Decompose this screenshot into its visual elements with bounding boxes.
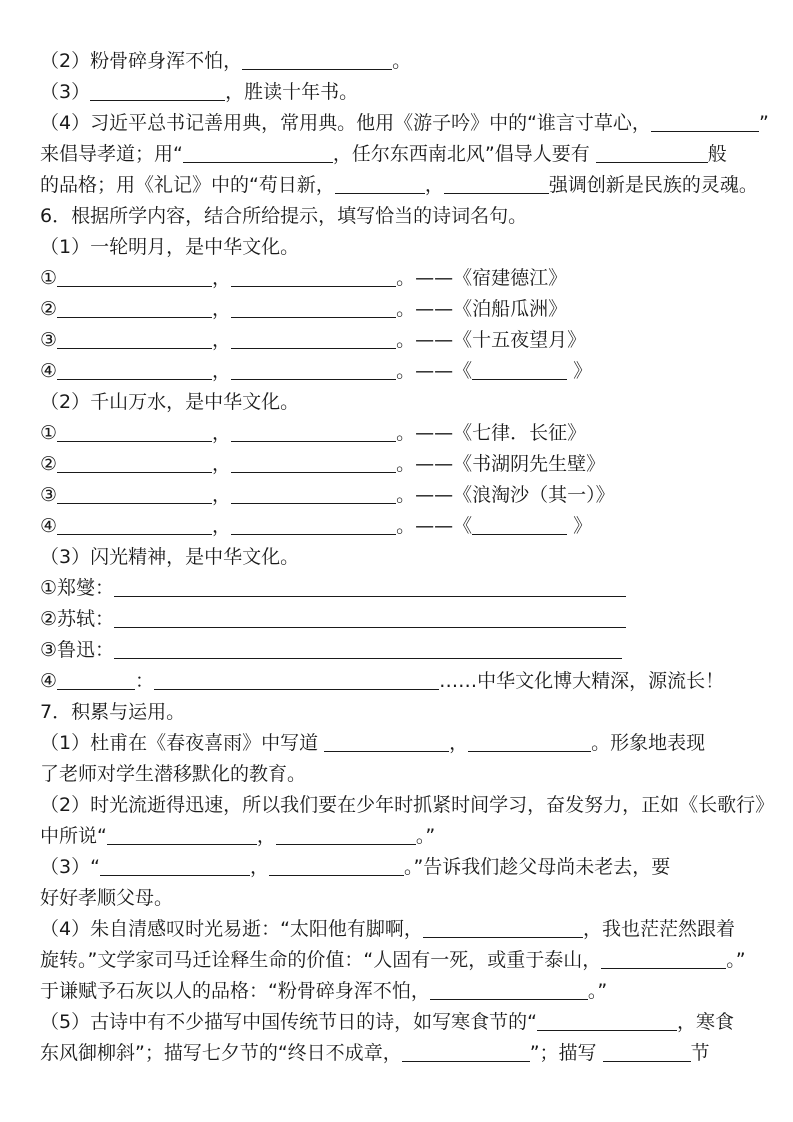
document-line [40,697,759,728]
document-line [40,46,759,77]
fill-in-blank [402,1051,530,1062]
text-run: ， [212,453,232,475]
fill-in-blank [57,307,212,318]
document-line [40,728,759,759]
text-run: 。” [726,949,746,971]
text-run: 。形象地表现 [591,732,706,754]
fill-in-blank [430,989,588,1000]
fill-in-blank [444,183,549,194]
document-body [40,46,775,1069]
text-run: ” [758,112,769,134]
text-run: （1）一轮明月，是中华文化。 [40,236,300,258]
document-line [40,294,759,325]
text-run: ， [212,298,232,320]
fill-in-blank [651,121,759,132]
text-run: ， [212,329,232,351]
fill-in-blank [100,865,250,876]
fill-in-blank [231,369,396,380]
document-line [40,449,759,480]
document-line [40,914,759,945]
fill-in-blank [472,369,567,380]
text-run: 了老师对学生潜移默化的教育。 [40,763,307,785]
text-run: ， [212,515,232,537]
text-run: （3）闪光精神，是中华文化。 [40,546,300,568]
fill-in-blank [231,462,396,473]
document-line [40,201,759,232]
fill-in-blank [231,524,396,535]
text-run: （4）习近平总书记善用典，常用典。他用《游子吟》中的“谁言寸草心， [40,112,651,134]
fill-in-blank [324,741,449,752]
fill-in-blank [335,183,425,194]
fill-in-blank [57,431,212,442]
text-run: ① [40,422,58,444]
text-run: ， [256,825,276,847]
document-line [40,976,759,1007]
text-run: （5）古诗中有不少描写中国传统节日的诗，如写寒食节的“ [40,1011,537,1033]
text-run: 》 [567,360,593,382]
text-run: ， [249,856,269,878]
text-run: ②苏轼： [40,608,115,630]
fill-in-blank [472,524,567,535]
document-line [40,759,759,790]
fill-in-blank [269,865,404,876]
fill-in-blank [57,679,135,690]
text-run: 节 [690,1042,710,1064]
text-run: ，寒食 [676,1011,734,1033]
document-line [40,480,759,511]
text-run: 强调创新是民族的灵魂。 [548,174,758,196]
document-line [40,821,759,852]
text-run: （1）杜甫在《春夜喜雨》中写道 [40,732,325,754]
text-run: ③ [40,484,58,506]
fill-in-blank [423,927,583,938]
text-run: 般 [707,143,727,165]
text-run: 。——《 [396,515,473,537]
text-run: ， [212,484,232,506]
text-run: ③鲁迅： [40,639,115,661]
text-run: 。” [587,980,608,1002]
fill-in-blank [57,462,212,473]
document-line [40,1007,759,1038]
text-run: ，任尔东西南北风”倡导人要有 [332,143,596,165]
fill-in-blank [57,276,212,287]
text-run: ④ [40,515,58,537]
fill-in-blank [242,59,392,70]
text-run: 。——《 [396,360,473,382]
text-run: 。——《泊船瓜洲》 [396,298,568,320]
text-run: （2）千山万水，是中华文化。 [40,391,300,413]
fill-in-blank [231,276,396,287]
fill-in-blank [57,493,212,504]
text-run: 。——《书湖阴先生壁》 [396,453,606,475]
text-run: （4）朱自清感叹时光易逝：“太阳他有脚啊， [40,918,423,940]
fill-in-blank [231,431,396,442]
text-run: ④ [40,360,58,382]
text-run: ③ [40,329,58,351]
document-line [40,542,759,573]
text-run: 。——《浪淘沙（其一）》 [396,484,615,506]
text-run: 旋转。”文学家司马迁诠释生命的价值：“人固有一死，或重于泰山， [40,949,602,971]
fill-in-blank [276,834,416,845]
document-line [40,77,759,108]
text-run: ， [212,360,232,382]
text-run: （2）粉骨碎身浑不怕， [40,50,243,72]
fill-in-blank [57,524,212,535]
document-line [40,232,759,263]
fill-in-blank [231,493,396,504]
text-run: 。” [415,825,436,847]
text-run: ， [212,422,232,444]
fill-in-blank [114,648,622,659]
text-run: （3） [40,81,91,103]
text-run: 6．根据所学内容，结合所给提示，填写恰当的诗词名句。 [40,205,528,227]
document-line [40,108,769,139]
text-run: 来倡导孝道；用“ [40,143,183,165]
fill-in-blank [231,307,396,318]
text-run: （2）时光流逝得迅速，所以我们要在少年时抓紧时间学习，奋发努力，正如《长歌行》 [40,794,775,816]
document-line [40,263,759,294]
document-line [40,325,759,356]
document-line [40,418,759,449]
document-line [40,790,775,821]
text-run: （3）“ [40,856,100,878]
text-run: 。——《十五夜望月》 [396,329,587,351]
text-run: ① [40,267,58,289]
document-line [40,1038,759,1069]
text-run: ，我也茫茫然跟着 [582,918,735,940]
text-run: 7．积累与运用。 [40,701,186,723]
fill-in-blank [114,586,626,597]
fill-in-blank [183,152,333,163]
text-run: ①郑燮： [40,577,115,599]
document-line [40,666,759,697]
document-line [40,852,759,883]
text-run: 》 [567,515,593,537]
text-run: 中所说“ [40,825,107,847]
text-run: ”；描写 [529,1042,603,1064]
text-run: ， [424,174,444,196]
fill-in-blank [107,834,257,845]
text-run: ， [449,732,469,754]
text-run: ……中华文化博大精深，源流长！ [439,670,725,692]
fill-in-blank [57,338,212,349]
text-run: 的品格；用《礼记》中的“苟日新， [40,174,335,196]
text-run: ： [135,670,155,692]
document-line [40,573,759,604]
text-run: ② [40,298,58,320]
document-line [40,945,759,976]
document-line [40,387,759,418]
text-run: ，胜读十年书。 [225,81,359,103]
fill-in-blank [114,617,626,628]
text-run: 。”告诉我们趁父母尚未老去，要 [403,856,671,878]
text-run: ② [40,453,58,475]
text-run: 。——《宿建德江》 [396,267,568,289]
fill-in-blank [154,679,439,690]
fill-in-blank [603,1051,691,1062]
text-run: 东风御柳斜”；描写七夕节的“终日不成章， [40,1042,402,1064]
text-run: 于谦赋予石灰以人的品格：“粉骨碎身浑不怕， [40,980,430,1002]
fill-in-blank [596,152,708,163]
fill-in-blank [90,90,225,101]
text-run: 好好孝顺父母。 [40,887,174,909]
fill-in-blank [57,369,212,380]
text-run: 。——《七律．长征》 [396,422,587,444]
text-run: ④ [40,670,58,692]
fill-in-blank [537,1020,677,1031]
document-line [40,635,759,666]
document-line [40,356,759,387]
fill-in-blank [468,741,591,752]
text-run: ， [212,267,232,289]
text-run: 。 [392,50,412,72]
fill-in-blank [601,958,726,969]
document-line [40,139,759,170]
document-line [40,170,759,201]
fill-in-blank [231,338,396,349]
document-line [40,604,759,635]
document-line [40,511,759,542]
document-line [40,883,759,914]
